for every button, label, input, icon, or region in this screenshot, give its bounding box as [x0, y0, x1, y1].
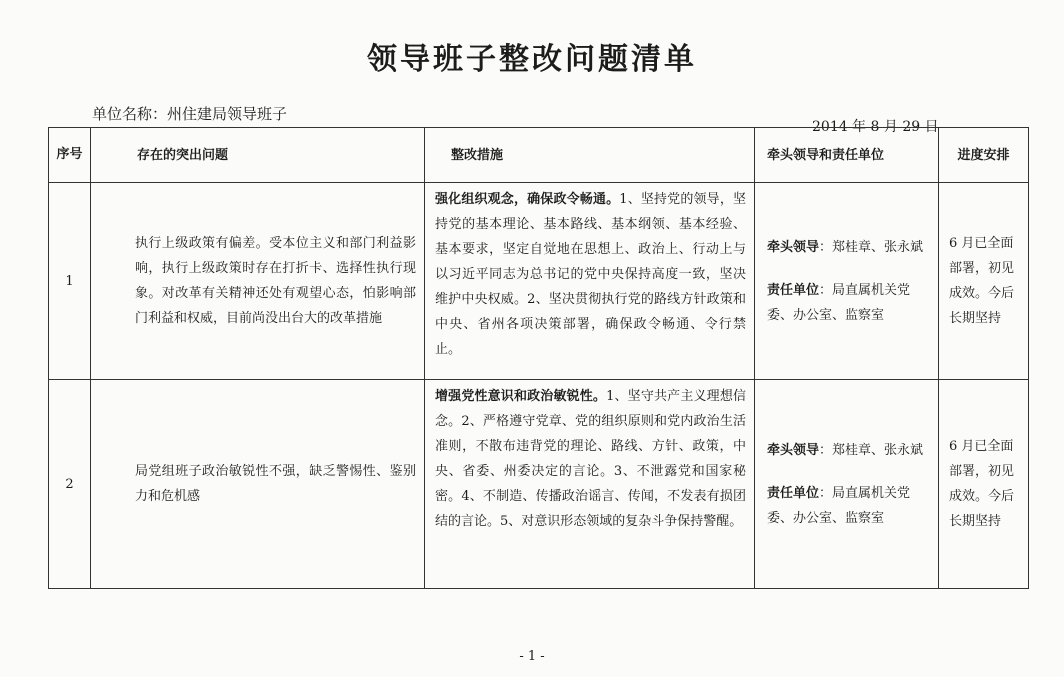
table-row [49, 380, 1029, 589]
header-no: 序号 [49, 128, 91, 183]
measures-heading: 强化组织观念，确保政令畅通。 [435, 192, 620, 207]
table-header-row [49, 128, 1029, 183]
lead-label: 牵头领导 [767, 442, 820, 458]
header-measures: 整改措施 [425, 128, 755, 183]
dept-value: ：局直属机关党委、办公室、监察室 [767, 282, 911, 323]
lead-cell [755, 380, 939, 589]
page-number: - 1 - [519, 649, 545, 664]
header-issue: 存在的突出问题 [91, 128, 425, 183]
dept-label: 责任单位 [767, 282, 820, 298]
dept-label: 责任单位 [767, 485, 820, 501]
unit-name: 单位名称：州住建局领导班子 [92, 105, 288, 123]
issue-cell: 局党组班子政治敏锐性不强，缺乏警惕性、鉴别力和危机感 [91, 380, 425, 589]
progress-cell: 6 月已全面部署，初见成效。今后长期坚持 [939, 183, 1029, 380]
header-progress: 进度安排 [939, 128, 1029, 183]
measures-cell [425, 380, 755, 589]
measures-cell [425, 183, 755, 380]
measures-text: 1、坚持党的领导，坚持党的基本理论、基本路线、基本纲领、基本经验、基本要求，坚定自觉地在思想上、政治上、行动上与以习近平同志为总书记的党中央保持高度一致，坚决维护中央权威。2、坚决贯彻执行党的路线方针政策和中央、省州各项决策部署，确保政令畅通、令行禁止。 [435, 192, 746, 357]
rectification-table [48, 127, 1029, 589]
document-date: 2014 年 8 月 29 日 [812, 119, 939, 135]
header-lead: 牵头领导和责任单位 [755, 128, 939, 183]
row-number: 2 [49, 380, 91, 589]
row-number: 1 [49, 183, 91, 380]
table-row [49, 183, 1029, 380]
lead-value: ：郑桂章、张永斌 [819, 239, 924, 255]
lead-label: 牵头领导 [767, 239, 820, 255]
page-title: 领导班子整改问题清单 [367, 42, 697, 77]
measures-heading: 增强党性意识和政治敏锐性。 [435, 389, 607, 404]
issue-cell: 执行上级政策有偏差。受本位主义和部门利益影响，执行上级政策时存在打折卡、选择性执行现象。对改革有关精神还处有观望心态，怕影响部门利益和权威，目前尚没出台大的改革措施 [91, 183, 425, 380]
lead-cell [755, 183, 939, 380]
lead-value: ：郑桂章、张永斌 [819, 442, 924, 458]
measures-text: 1、坚守共产主义理想信念。2、严格遵守党章、党的组织原则和党内政治生活准则，不散布违背党的理论、路线、方针、政策，中央、省委、州委决定的言论。3、不泄露党和国家秘密。4、不制造、传播政治谣言、传闻，不发表有损团结的言论。5、对意识形态领域的复杂斗争保持警醒。 [435, 389, 746, 529]
progress-cell: 6 月已全面部署，初见成效。今后长期坚持 [939, 380, 1029, 589]
dept-value: ：局直属机关党委、办公室、监察室 [767, 485, 911, 526]
